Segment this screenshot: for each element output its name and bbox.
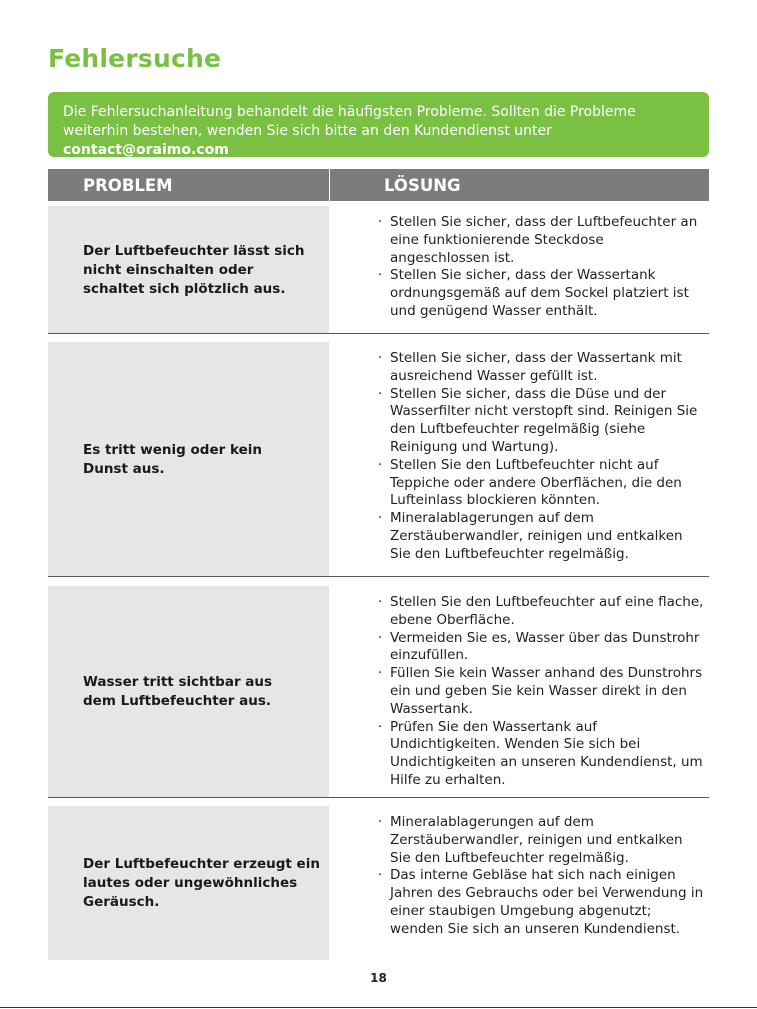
row-divider	[48, 797, 709, 798]
problem-cell	[48, 586, 329, 798]
solution-item: · Stellen Sie sicher, dass der Luftbefeuchter an eine funktionierende Steckdose angeschlossen ist.	[378, 214, 704, 267]
solution-item: · Das interne Gebläse hat sich nach einigen Jahren des Gebrauchs oder bei Verwendung in einer staubigen Umgebung abgenutzt; wenden Sie sich an unseren Kundendienst.	[378, 867, 704, 938]
footer-divider	[0, 1007, 757, 1008]
solution-item: · Stellen Sie sicher, dass der Wassertank mit ausreichend Wasser gefüllt ist.	[378, 350, 704, 386]
header-solution: LÖSUNG	[384, 176, 461, 195]
solution-item: · Mineralablagerungen auf dem Zerstäuberwandler, reinigen und entkalken Sie den Luftbefeuchter regelmäßig.	[378, 814, 704, 867]
solution-item: · Vermeiden Sie es, Wasser über das Dunstrohr einzufüllen.	[378, 630, 704, 666]
solution-item: · Stellen Sie sicher, dass die Düse und der Wasserfilter nicht verstopft sind. Reinigen Sie den Luftbefeuchter regelmäßig (siehe Reinigung und Wartung).	[378, 386, 704, 457]
solution-list	[378, 594, 704, 790]
table-row	[48, 206, 709, 334]
table-row	[48, 342, 709, 577]
solution-item: · Prüfen Sie den Wassertank auf Undichtigkeiten. Wenden Sie sich bei Undichtigkeiten an unseren Kundendienst, um Hilfe zu erhalten.	[378, 719, 704, 790]
solution-list	[378, 350, 704, 564]
solution-item: · Füllen Sie kein Wasser anhand des Dunstrohrs ein und geben Sie kein Wasser direkt in den Wassertank.	[378, 665, 704, 718]
problem-text: Es tritt wenig oder kein Dunst aus.	[83, 441, 262, 477]
row-divider	[48, 576, 709, 577]
table-row	[48, 806, 709, 960]
page-title: Fehlersuche	[48, 44, 222, 73]
problem-text: Wasser tritt sichtbar aus dem Luftbefeuchter aus.	[83, 674, 273, 709]
row-divider	[48, 333, 709, 334]
problem-text: Der Luftbefeuchter erzeugt ein lautes oder ungewöhnliches Geräusch.	[83, 855, 320, 910]
header-problem: PROBLEM	[83, 176, 173, 195]
solution-list	[378, 814, 704, 939]
table-header	[48, 169, 709, 201]
solution-item: · Stellen Sie den Luftbefeuchter nicht auf Teppiche oder andere Oberflächen, die den Lufteinlass blockieren könnten.	[378, 457, 704, 510]
support-email-link[interactable]: contact@oraimo.com	[63, 142, 229, 158]
problem-cell	[48, 342, 329, 577]
solution-item: · Stellen Sie sicher, dass der Wassertank ordnungsgemäß auf dem Sockel platziert ist und genügend Wasser enthält.	[378, 267, 704, 320]
page-number: 18	[370, 971, 387, 985]
info-banner	[48, 92, 709, 157]
header-separator	[329, 169, 330, 201]
solution-item: · Mineralablagerungen auf dem Zerstäuberwandler, reinigen und entkalken Sie den Luftbefeuchter regelmäßig.	[378, 510, 704, 563]
banner-text: Die Fehlersuchanleitung behandelt die häufigsten Probleme. Sollten die Probleme weiterhin bestehen, wenden Sie sich bitte an den Kundendienst unter	[63, 104, 636, 139]
solution-item: · Stellen Sie den Luftbefeuchter auf eine flache, ebene Oberfläche.	[378, 594, 704, 630]
problem-cell	[48, 806, 329, 960]
problem-text: Der Luftbefeuchter lässt sich nicht einschalten oder schaltet sich plötzlich aus.	[83, 242, 305, 297]
solution-list	[378, 214, 704, 321]
problem-cell	[48, 206, 329, 334]
table-row	[48, 586, 709, 798]
